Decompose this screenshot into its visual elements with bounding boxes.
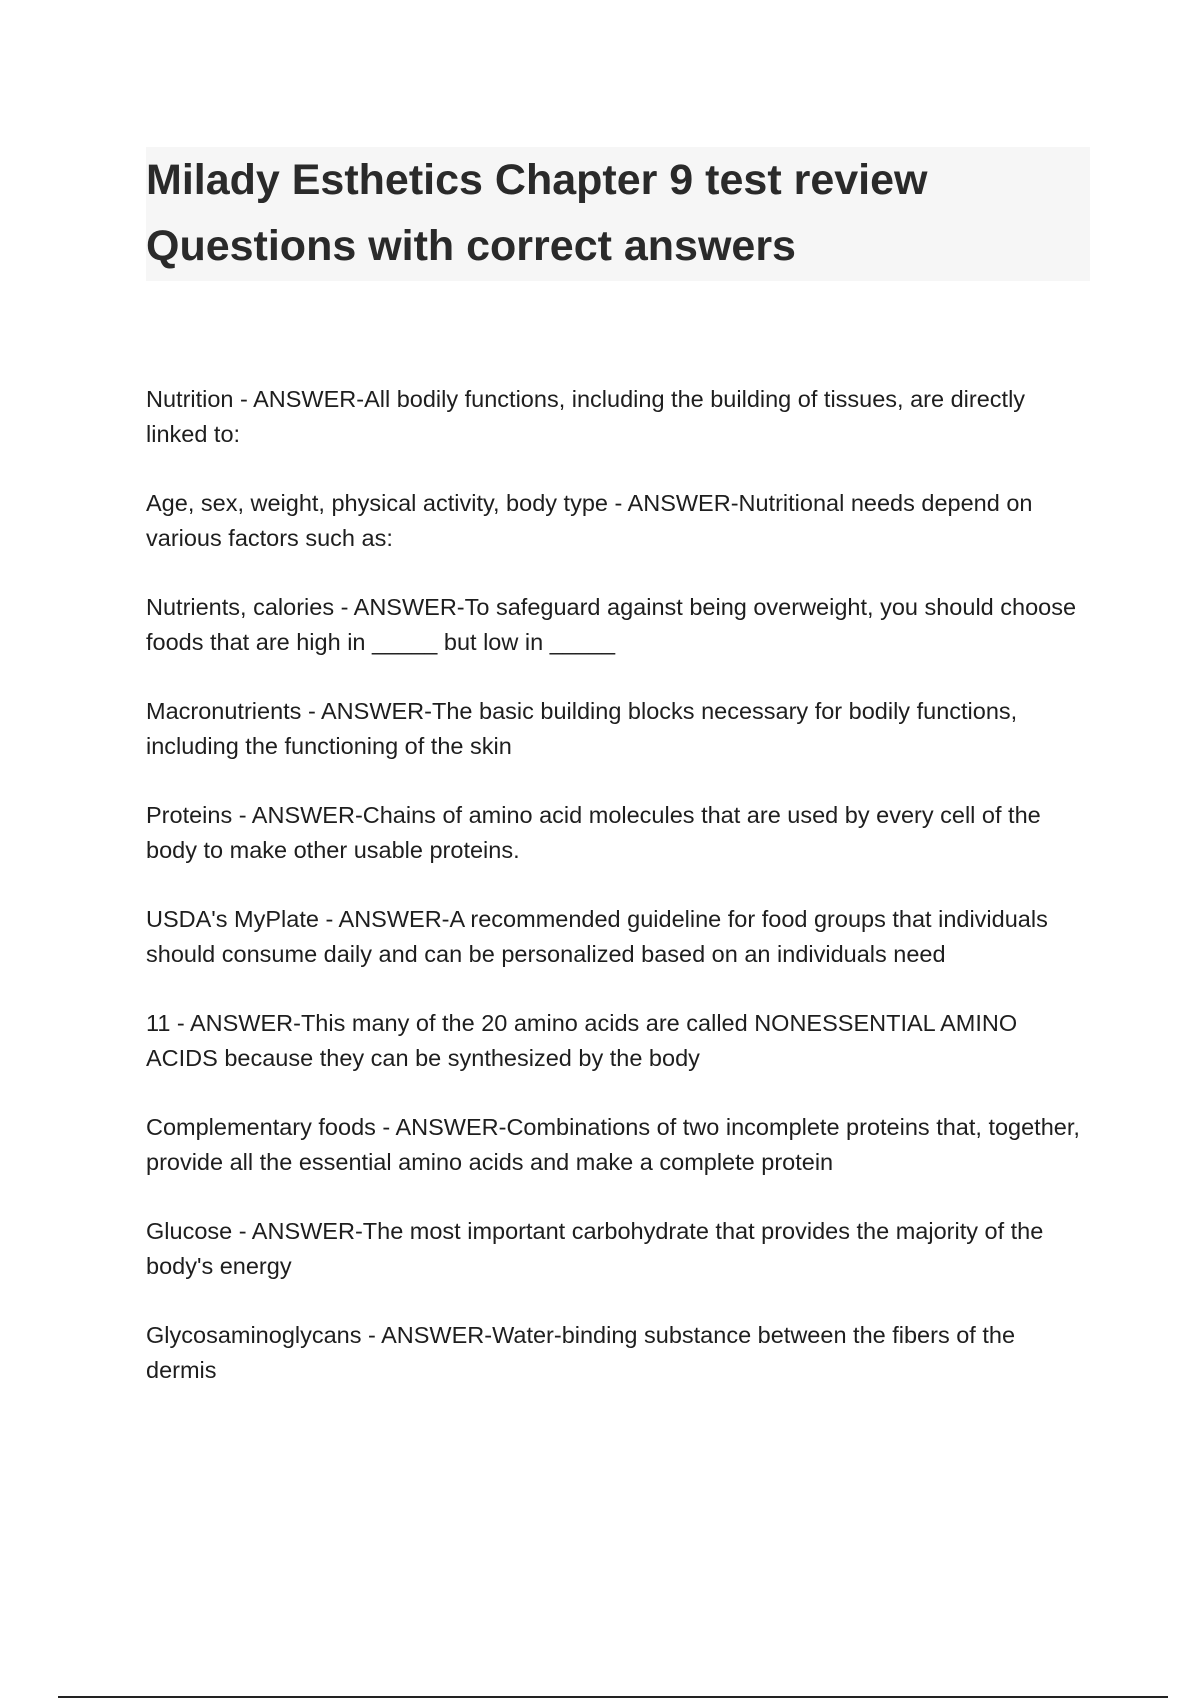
- qa-item: Age, sex, weight, physical activity, body type - ANSWER-Nutritional needs depend on various factors such as:: [146, 490, 1033, 551]
- qa-item: 11 - ANSWER-This many of the 20 amino acids are called NONESSENTIAL AMINO ACIDS because they can be synthesized by the body: [146, 1010, 1018, 1071]
- title-block: [146, 147, 1090, 281]
- qa-item: Complementary foods - ANSWER-Combinations of two incomplete proteins that, together, provide all the essential amino acids and make a complete protein: [146, 1114, 1080, 1175]
- qa-item: Macronutrients - ANSWER-The basic building blocks necessary for bodily functions, including the functioning of the skin: [146, 698, 1018, 759]
- qa-list: [146, 382, 1090, 1422]
- qa-item: Glycosaminoglycans - ANSWER-Water-binding substance between the fibers of the dermis: [146, 1322, 1016, 1383]
- qa-item: Nutrition - ANSWER-All bodily functions, including the building of tissues, are directly linked to:: [146, 386, 1026, 447]
- title-line-1: Milady Esthetics Chapter 9 test review: [146, 156, 928, 204]
- qa-item: Nutrients, calories - ANSWER-To safeguard against being overweight, you should choose foods that are high in _____ but low in _____: [146, 594, 1077, 655]
- qa-item: Proteins - ANSWER-Chains of amino acid molecules that are used by every cell of the body to make other usable proteins.: [146, 802, 1041, 863]
- footer-divider: [58, 1696, 1168, 1698]
- document-title: [146, 147, 1090, 279]
- qa-item: Glucose - ANSWER-The most important carbohydrate that provides the majority of the body's energy: [146, 1218, 1044, 1279]
- title-line-2: Questions with correct answers: [146, 222, 796, 270]
- qa-item: USDA's MyPlate - ANSWER-A recommended guideline for food groups that individuals should consume daily and can be personalized based on an individuals need: [146, 906, 1048, 967]
